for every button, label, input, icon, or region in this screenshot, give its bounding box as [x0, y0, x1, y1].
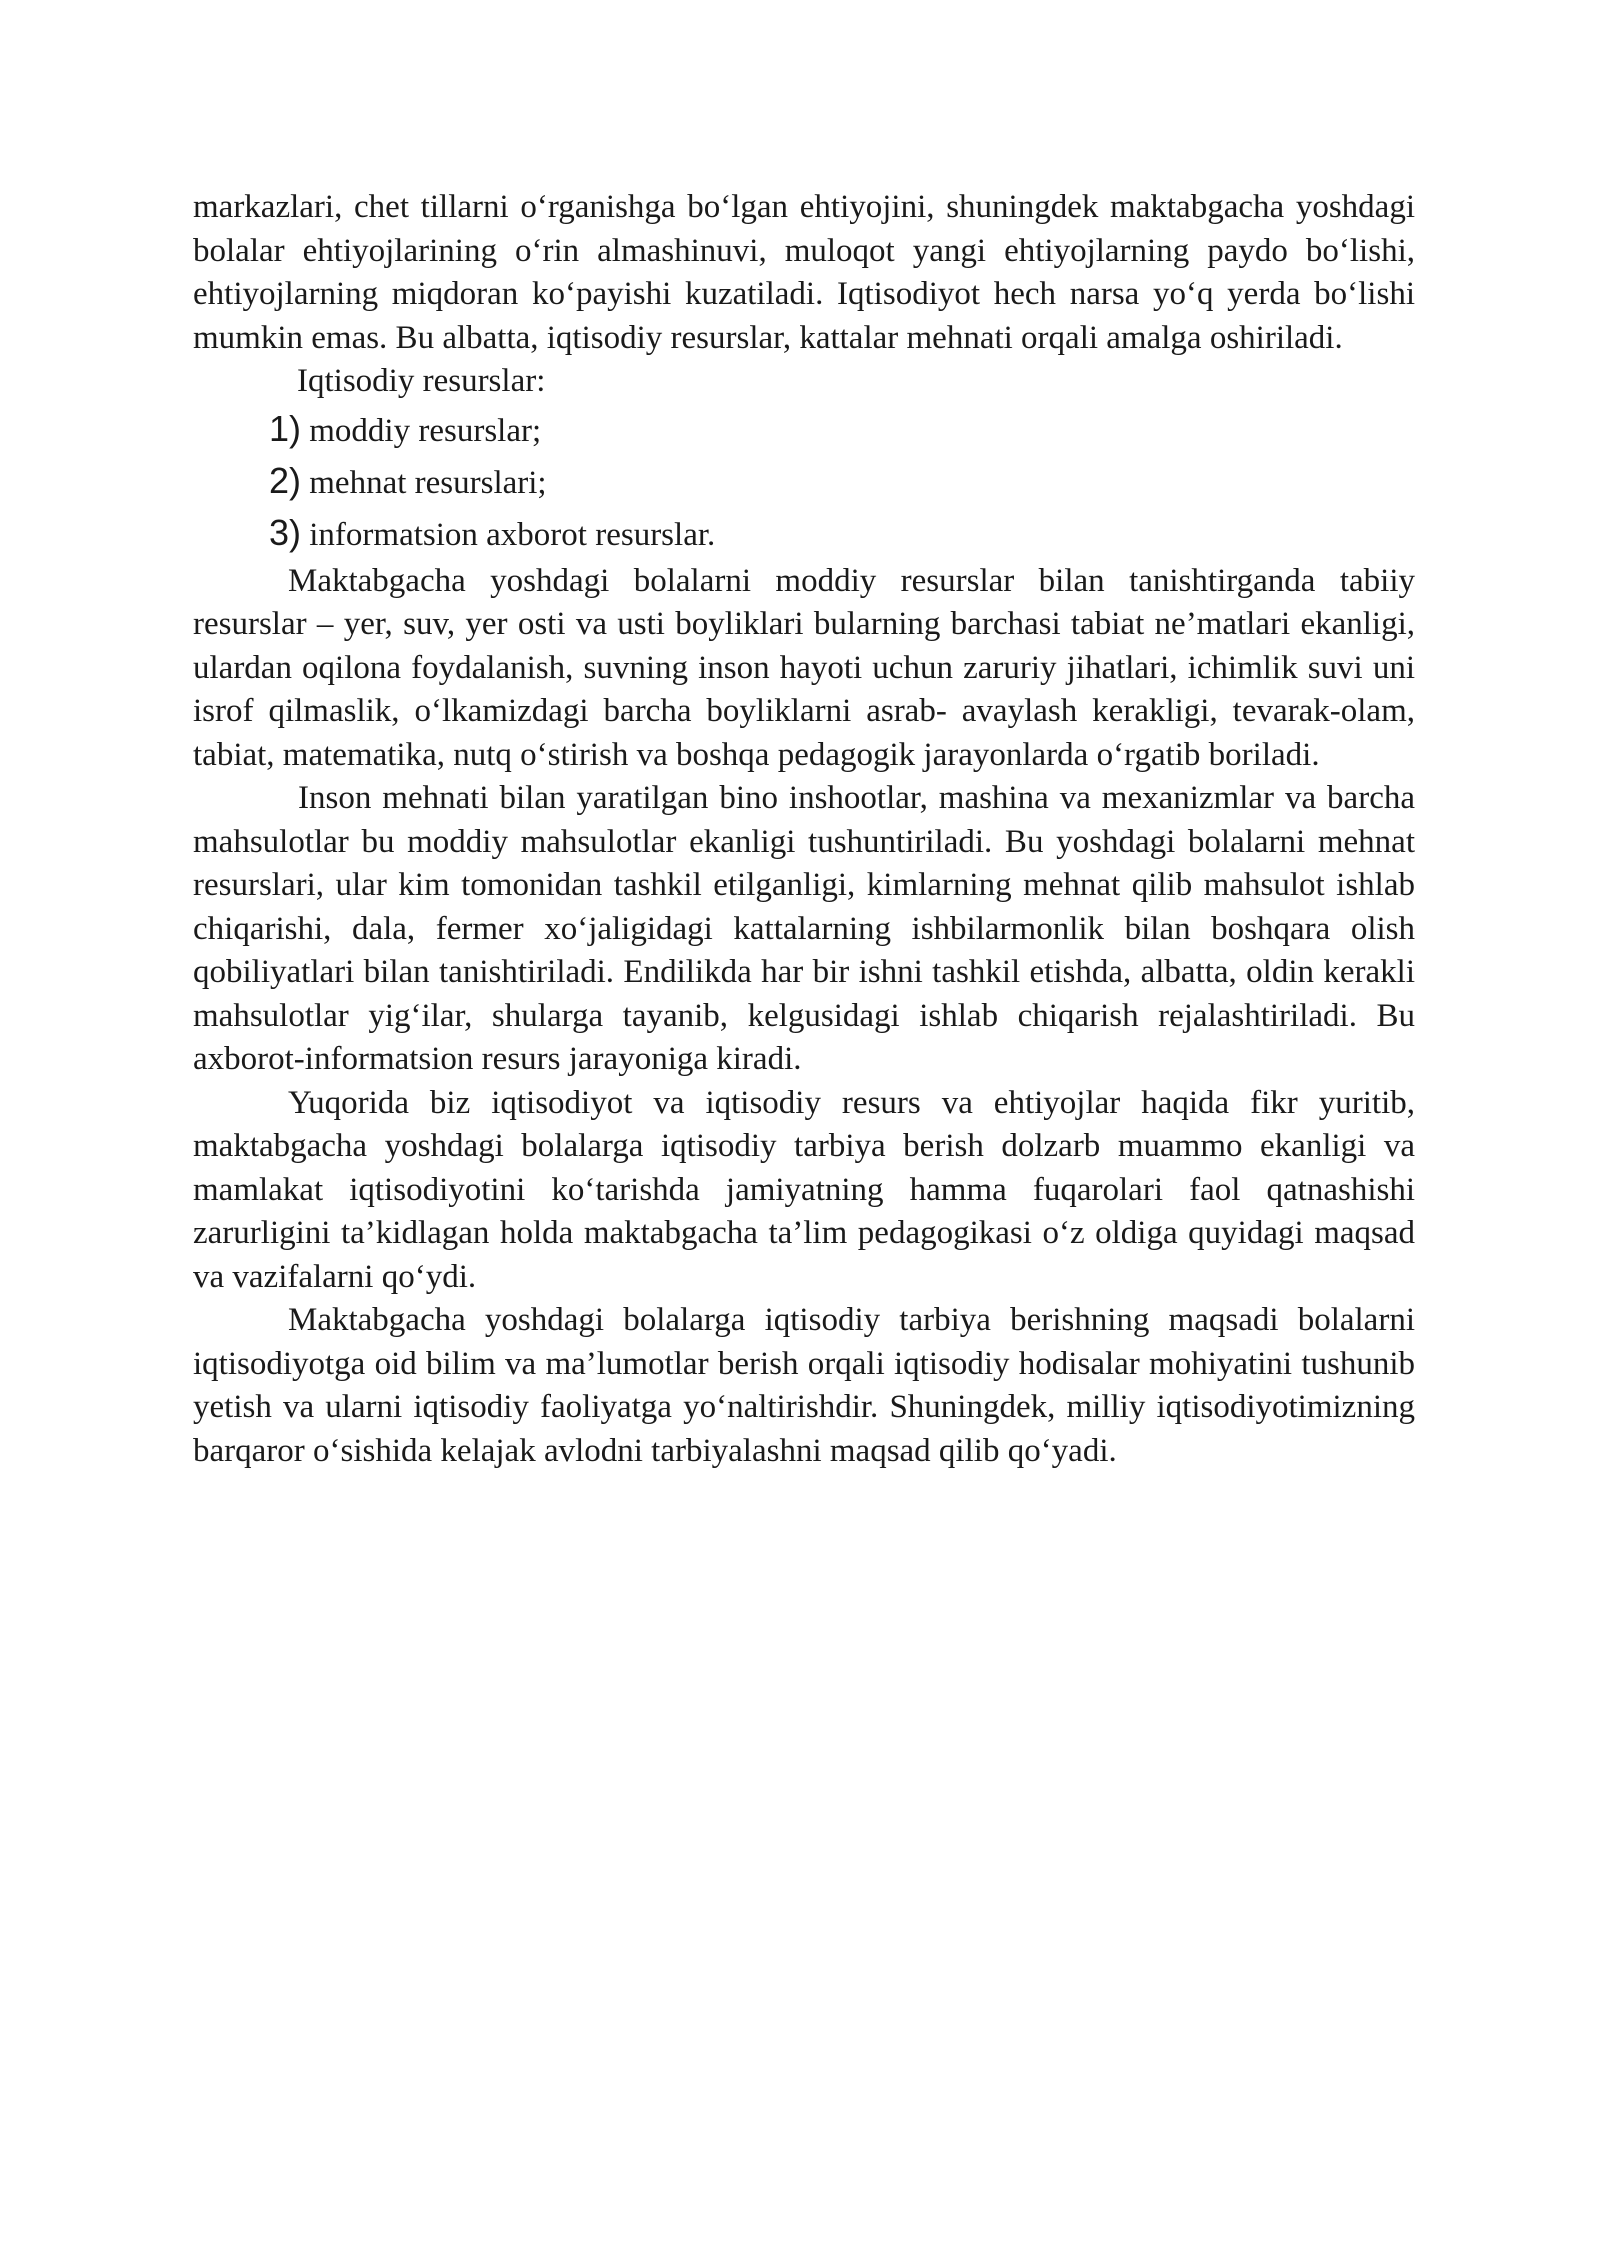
- list-item: [193, 456, 1415, 508]
- list-item-text: moddiy resurslar;: [309, 412, 542, 449]
- paragraph-2: Maktabgacha yoshdagi bolalarni moddiy resurslar bilan tanishtirganda tabiiy resurslar – yer, suv, yer osti va usti boyliklari bularning barchasi tabiat ne’matlari ekanligi, ulardan oqilona foydalanish, suvning inson hayoti uchun zaruriy jihatlari, ichimlik suvi uni isrof qilmaslik, o‘lkamizdagi barcha boyliklarni asrab- avaylash kerakligi, tevarak-olam, tabiat, matematika, nutq o‘stirish va boshqa pedagogik jarayonlarda o‘rgatib boriladi.: [193, 562, 1415, 773]
- list-heading: Iqtisodiy resurslar:: [297, 363, 546, 399]
- paragraph-1: markazlari, chet tillarni o‘rganishga bo‘lgan ehtiyojini, shuningdek maktabgacha yoshdagi bolalar ehtiyojlarining o‘rin almashinuvi, muloqot yangi ehtiyojlarning paydo bo‘lishi, ehtiyojlarning miqdoran ko‘payishi kuzatiladi. Iqtisodiyot hech narsa yo‘q yerda bo‘lishi mumkin emas. Bu albatta, iqtisodiy resurslar, kattalar mehnati orqali amalga oshiriladi.: [193, 189, 1415, 356]
- list-item: [193, 508, 1415, 560]
- list-item-text: informatsion axborot resurslar.: [309, 516, 716, 553]
- resource-list: [193, 404, 1415, 560]
- list-item-number: 2): [269, 459, 302, 501]
- list-item-number: 3): [269, 511, 302, 553]
- list-item: [193, 404, 1415, 456]
- paragraph-3: Inson mehnati bilan yaratilgan bino inshootlar, mashina va mexanizmlar va barcha mahsulotlar bu moddiy mahsulotlar ekanligi tushuntiriladi. Bu yoshdagi bolalarni mehnat resurslari, ular kim tomonidan tashkil etilganligi, kimlarning mehnat qilib mahsulot ishlab chiqarishi, dala, fermer xo‘jaligidagi kattalarning ishbilarmonlik bilan boshqara olish qobiliyatlari bilan tanishtiriladi. Endilikda har bir ishni tashkil etishda, albatta, oldin kerakli mahsulotlar yig‘ilar, shularga tayanib, kelgusidagi ishlab chiqarish rejalashtiriladi. Bu axborot-informatsion resurs jarayoniga kiradi.: [193, 780, 1415, 1077]
- document-page: [193, 186, 1415, 1473]
- list-item-text: mehnat resurslari;: [309, 464, 547, 501]
- paragraph-5: Maktabgacha yoshdagi bolalarga iqtisodiy tarbiya berishning maqsadi bolalarni iqtisodiyotga oid bilim va ma’lumotlar berish orqali iqtisodiy hodisalar mohiyatini tushunib yetish va ularni iqtisodiy faoliyatga yo‘naltirishdir. Shuningdek, milliy iqtisodiyotimizning barqaror o‘sishida kelajak avlodni tarbiyalashni maqsad qilib qo‘yadi.: [193, 1302, 1415, 1469]
- paragraph-4: Yuqorida biz iqtisodiyot va iqtisodiy resurs va ehtiyojlar haqida fikr yuritib, maktabgacha yoshdagi bolalarga iqtisodiy tarbiya berish dolzarb muammo ekanligi va mamlakat iqtisodiyotini ko‘tarishda jamiyatning hamma fuqarolari faol qatnashishi zarurligini ta’kidlagan holda maktabgacha ta’lim pedagogikasi o‘z oldiga quyidagi maqsad va vazifalarni qo‘ydi.: [193, 1084, 1415, 1295]
- list-item-number: 1): [269, 407, 302, 449]
